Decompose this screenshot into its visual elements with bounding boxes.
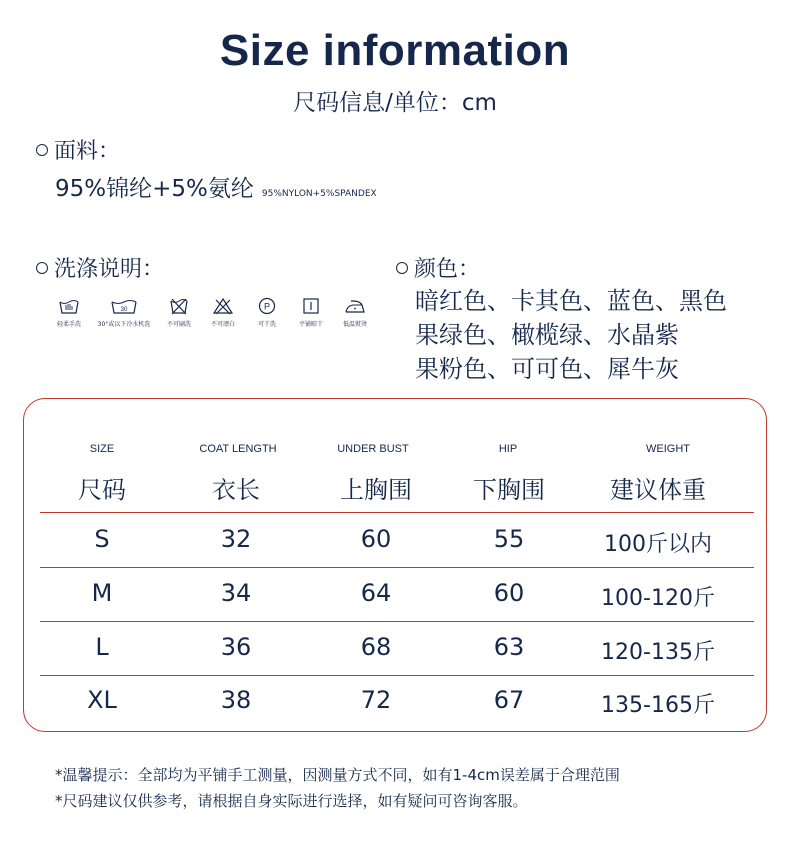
- cell-weight: 135-165斤: [601, 693, 715, 718]
- hand-wash-icon: [57, 296, 81, 316]
- color-list: [415, 284, 727, 386]
- cell-hip: 60: [493, 579, 525, 607]
- row-divider: [40, 621, 754, 622]
- cell-hip: 63: [493, 633, 525, 661]
- cell-coat-length: 32: [220, 525, 252, 553]
- cell-size: M: [91, 579, 113, 607]
- bullet-icon: [36, 262, 48, 274]
- cell-size: S: [94, 525, 110, 553]
- row-divider: [40, 512, 754, 513]
- header-en-coat-length: COAT LENGTH: [199, 443, 277, 455]
- care-item: [50, 296, 88, 328]
- cell-hip: 55: [493, 525, 525, 553]
- svg-text:P: P: [263, 301, 271, 312]
- care-item: [248, 296, 286, 328]
- cell-under-bust: 68: [360, 633, 392, 661]
- cell-hip: 67: [493, 686, 525, 714]
- header-en-under-bust: UNDER BUST: [337, 443, 409, 455]
- care-item: [204, 296, 242, 328]
- header-en-size: SIZE: [89, 443, 115, 455]
- cell-weight: 100斤以内: [604, 532, 712, 557]
- care-label: 低温熨烫: [342, 321, 367, 328]
- header-cn-size: 尺码: [78, 476, 126, 504]
- page-subtitle: 尺码信息/单位：cm: [293, 90, 497, 116]
- cell-weight: 100-120斤: [601, 586, 715, 611]
- row-divider: [40, 567, 754, 568]
- cell-under-bust: 72: [360, 686, 392, 714]
- care-heading-label: 洗涤说明：: [54, 257, 165, 282]
- dry-clean-p-icon: [255, 296, 279, 316]
- care-label: 可干洗: [257, 321, 276, 328]
- bullet-icon: [396, 262, 408, 274]
- header-cn-weight: 建议体重: [610, 476, 706, 504]
- header-cn-hip: 下胸围: [473, 476, 545, 504]
- cell-under-bust: 60: [360, 525, 392, 553]
- header-en-weight: WEIGHT: [646, 443, 690, 455]
- care-symbols: [50, 296, 374, 328]
- care-label: 不可漂白: [210, 321, 235, 328]
- fabric-heading: [36, 134, 120, 165]
- no-bleach-icon: [211, 296, 235, 316]
- cell-size: XL: [87, 686, 117, 714]
- no-tumble-dry-icon: [167, 296, 191, 316]
- color-line: 果绿色、橄榄绿、水晶紫: [415, 321, 679, 349]
- fabric-composition: [55, 170, 377, 203]
- header-cn-coat-length: 衣长: [212, 476, 260, 504]
- care-label: 平铺晾干: [298, 321, 323, 328]
- cell-under-bust: 64: [360, 579, 392, 607]
- color-line: 果粉色、可可色、犀牛灰: [415, 355, 679, 383]
- care-item: [160, 296, 198, 328]
- care-heading: [36, 252, 164, 283]
- care-item: [94, 296, 154, 328]
- care-item: [292, 296, 330, 328]
- machine-wash-30-icon: [109, 296, 139, 316]
- cell-weight: 120-135斤: [601, 640, 715, 665]
- note-size-advice: *尺码建议仅供参考，请根据自身实际进行选择，如有疑问可咨询客服。: [55, 792, 528, 810]
- low-iron-icon: [343, 296, 367, 316]
- colors-heading-label: 颜色：: [414, 257, 481, 282]
- color-line: 暗红色、卡其色、蓝色、黑色: [415, 287, 727, 315]
- fabric-heading-label: 面料：: [54, 139, 121, 164]
- cell-coat-length: 34: [220, 579, 252, 607]
- care-label: 轻柔手洗: [56, 321, 81, 328]
- row-divider: [40, 675, 754, 676]
- note-measurement: *温馨提示：全部均为平铺手工测量，因测量方式不同，如有1-4cm误差属于合理范围: [55, 766, 620, 784]
- fabric-composition-en: 95%NYLON+5%SPANDEX: [261, 189, 377, 199]
- svg-text:30: 30: [120, 307, 128, 313]
- cell-coat-length: 36: [220, 633, 252, 661]
- cell-size: L: [95, 633, 109, 661]
- page-title: Size information: [219, 26, 571, 75]
- care-label: 不可刷洗: [166, 321, 191, 328]
- header-en-hip: HIP: [498, 443, 518, 455]
- flat-dry-icon: [299, 296, 323, 316]
- care-label: 30°或以下冷水机洗: [97, 321, 151, 328]
- fabric-composition-cn: 95%锦纶+5%氨纶: [55, 176, 254, 202]
- header-cn-under-bust: 上胸围: [340, 476, 412, 504]
- bullet-icon: [36, 144, 48, 156]
- cell-coat-length: 38: [220, 686, 252, 714]
- care-item: [336, 296, 374, 328]
- colors-heading: [396, 252, 480, 283]
